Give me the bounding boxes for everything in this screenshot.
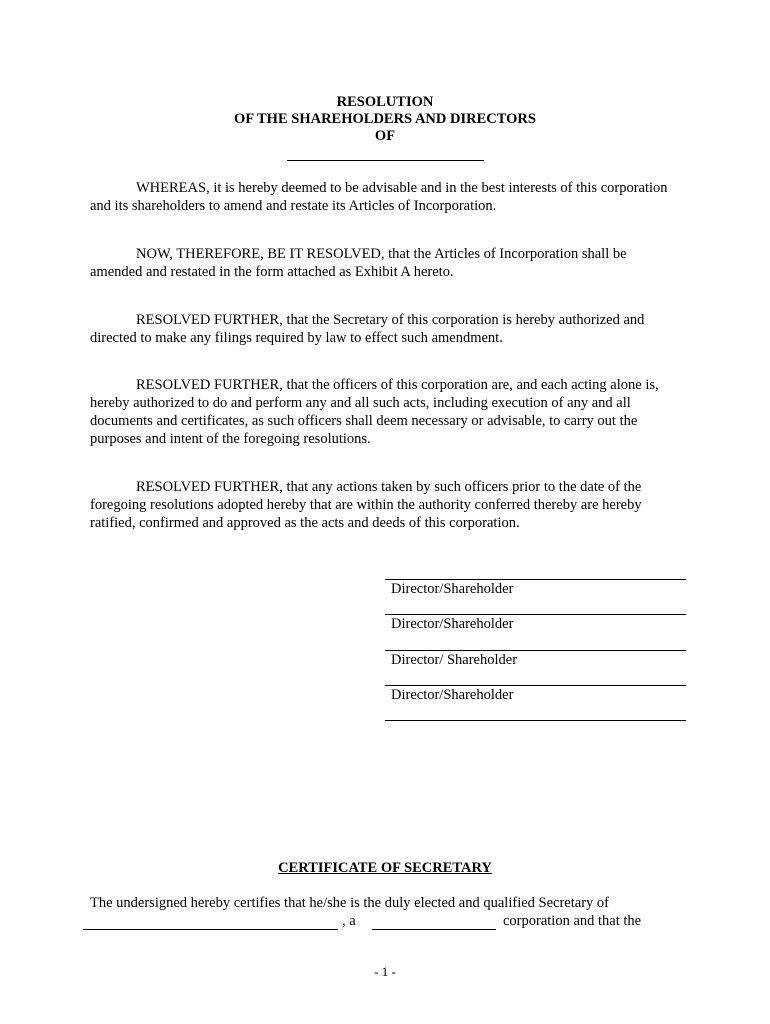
signature-label: Director/Shareholder (391, 581, 514, 597)
resolution-subtitle: OF THE SHAREHOLDERS AND DIRECTORS (234, 111, 536, 127)
certificate-title-text: CERTIFICATE OF SECRETARY (278, 860, 492, 876)
signature-line[interactable] (385, 720, 686, 721)
resolved-further-ratification-paragraph: RESOLVED FURTHER, that any actions taken by such officers prior to the date of the foregoing resolutions adopted hereby that are within the authority conferred thereby are hereby ratified, confirmed and approved as the acts and deeds of this corporation. (90, 479, 642, 531)
signature-label: Director/ Shareholder (391, 652, 518, 668)
resolved-further-officers-paragraph: RESOLVED FURTHER, that the officers of this corporation are, and each acting alone is, hereby authorized to do and perform any and all such acts, including execution of any and all documents and certificates, as such officers shall deem necessary or advisable, to carry out the purposes and intent of the foregoing resolutions. (90, 377, 659, 447)
corporation-name-blank[interactable] (287, 160, 484, 161)
certificate-comma-a: , a (342, 913, 356, 929)
certificate-tail: corporation and that the (503, 913, 642, 929)
signature-label: Director/Shareholder (391, 616, 514, 632)
state-field[interactable] (372, 929, 496, 930)
certificate-statement: The undersigned hereby certifies that he/she is the duly elected and qualified Secretary of (90, 895, 609, 911)
whereas-paragraph: WHEREAS, it is hereby deemed to be advisable and in the best interests of this corporation and its shareholders to amend and restate its Articles of Incorporation. (90, 180, 668, 214)
resolution-of-label: OF (374, 128, 396, 144)
resolved-further-secretary-paragraph: RESOLVED FURTHER, that the Secretary of this corporation is hereby authorized and directed to make any filings required by law to effect such amendment. (90, 312, 645, 346)
corporation-name-field[interactable] (83, 929, 338, 930)
certificate-title (0, 860, 770, 877)
resolution-title: RESOLUTION (336, 94, 434, 110)
signature-label: Director/Shareholder (391, 687, 514, 703)
resolved-paragraph: NOW, THEREFORE, BE IT RESOLVED, that the Articles of Incorporation shall be amended and restated in the form attached as Exhibit A hereto. (90, 246, 627, 280)
page-number: - 1 - (374, 964, 396, 979)
